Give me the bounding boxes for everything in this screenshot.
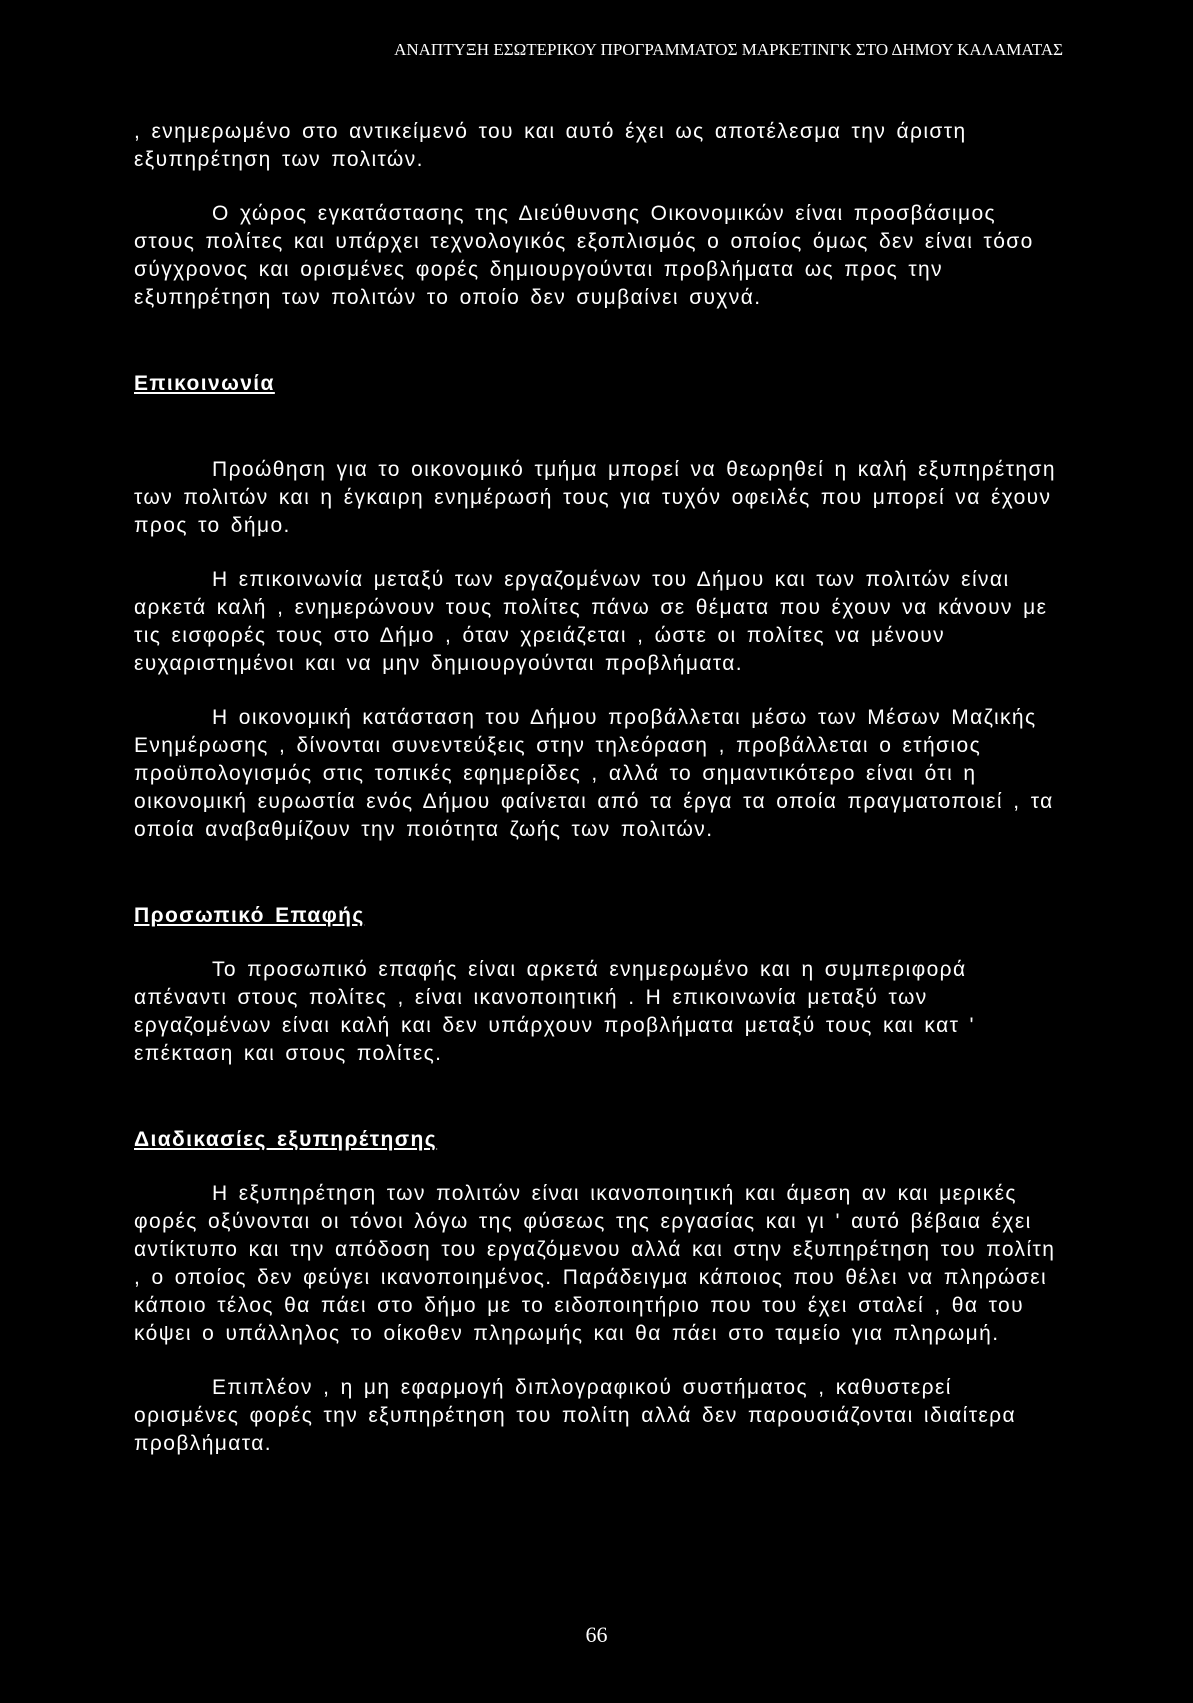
paragraph-procedures-2: Επιπλέον , η μη εφαρμογή διπλογραφικού συστήματος , καθυστερεί ορισμένες φορές την εξυπηρέτηση του πολίτη αλλά δεν παρουσιάζονται ιδιαίτερα προβλήματα. — [134, 1376, 1017, 1455]
heading-communication: Επικοινωνία — [134, 372, 275, 395]
paragraph-intro: , ενημερωμένο στο αντικείμενό του και αυτό έχει ως αποτέλεσμα την άριστη εξυπηρέτηση των πολιτών. — [134, 120, 967, 171]
paragraph-communication-3: Η οικονομική κατάσταση του Δήμου προβάλλεται μέσω των Μέσων Μαζικής Ενημέρωσης , δίνονται συνεντεύξεις στην τηλεόραση , προβάλλεται ο ετήσιος προϋπολογισμός στις τοπικές εφημερίδες , αλλά το σημαντικότερο είναι ότι η οικονομική ευρωστία ενός Δήμου φαίνεται από τα έργα τα οποία πραγματοποιεί , τα οποία αναβαθμίζουν την ποιότητα ζωής των πολιτών. — [134, 706, 1054, 841]
paragraph-contact-staff: Το προσωπικό επαφής είναι αρκετά ενημερωμένο και η συμπεριφορά απέναντι στους πολίτες , είναι ικανοποιητική . Η επικοινωνία μεταξύ των εργαζομένων είναι καλή και δεν υπάρχουν προβλήματα μεταξύ τους και κατ ' επέκταση και στους πολίτες. — [134, 958, 975, 1065]
paragraph-communication-1: Προώθηση για το οικονομικό τμήμα μπορεί να θεωρηθεί η καλή εξυπηρέτηση των πολιτών και η έγκαιρη ενημέρωσή τους για τυχόν οφειλές που μπορεί να έχουν προς το δήμο. — [134, 458, 1056, 537]
page-number: 66 — [585, 1622, 608, 1647]
running-header: ΑΝΑΠΤΥΞΗ ΕΣΩΤΕΡΙΚΟΥ ΠΡΟΓΡΑΜΜΑΤΟΣ ΜΑΡΚΕΤΙΝΓΚ ΣΤΟ ΔΗΜΟΥ ΚΑΛΑΜΑΤΑΣ — [394, 40, 1063, 59]
heading-contact-staff: Προσωπικό Επαφής — [134, 904, 365, 927]
heading-service-procedures: Διαδικασίες εξυπηρέτησης — [134, 1128, 438, 1151]
paragraph-premises: Ο χώρος εγκατάστασης της Διεύθυνσης Οικονομικών είναι προσβάσιμος στους πολίτες και υπάρχει τεχνολογικός εξοπλισμός ο οποίος όμως δεν είναι τόσο σύγχρονος και ορισμένες φορές δημιουργούνται προβλήματα ως προς την εξυπηρέτηση των πολιτών το οποίο δεν συμβαίνει συχνά. — [134, 202, 1034, 309]
paragraph-procedures-1: Η εξυπηρέτηση των πολιτών είναι ικανοποιητική και άμεση αν και μερικές φορές οξύνονται οι τόνοι λόγω της φύσεως της εργασίας και γι ' αυτό βέβαια έχει αντίκτυπο και την απόδοση του εργαζόμενου αλλά και στην εξυπηρέτηση του πολίτη , ο οποίος δεν φεύγει ικανοποιημένος. Παράδειγμα κάποιος που θέλει να πληρώσει κάποιο τέλος θα πάει στο δήμο με το ειδοποιητήριο που του έχει σταλεί , θα του κόψει ο υπάλληλος το οίκοθεν πληρωμής και θα πάει στο ταμείο για πληρωμή. — [134, 1182, 1056, 1345]
paragraph-communication-2: Η επικοινωνία μεταξύ των εργαζομένων του Δήμου και των πολιτών είναι αρκετά καλή , ενημερώνουν τους πολίτες πάνω σε θέματα που έχουν να κάνουν με τις εισφορές τους στο Δήμο , όταν χρειάζεται , ώστε οι πολίτες να μένουν ευχαριστημένοι και να μην δημιουργούνται προβλήματα. — [134, 568, 1048, 675]
page-body — [134, 118, 1062, 1458]
